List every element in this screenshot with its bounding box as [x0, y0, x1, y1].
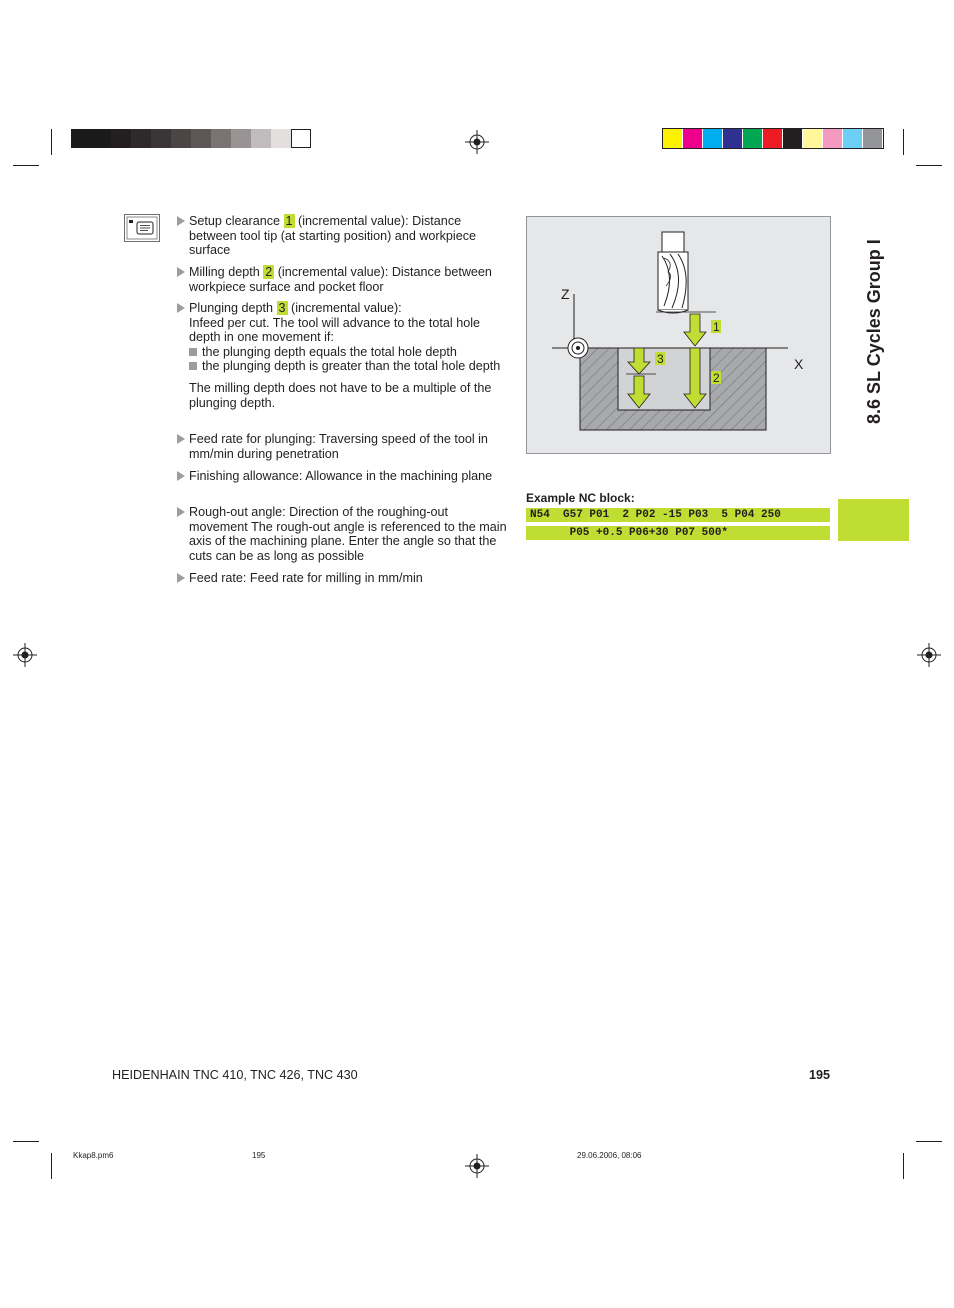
- slug-page: 195: [252, 1151, 266, 1160]
- param-milling-depth: Milling depth 2 (incremental value): Distance between workpiece surface and pocket floor: [177, 265, 509, 294]
- label-badge: 3: [278, 301, 286, 315]
- param-rough-out-angle: Rough-out angle: Direction of the roughing-out movement The rough-out angle is referenced to the main axis of the machining plane. Enter the angle so that the cuts can be as long as possible: [177, 505, 509, 563]
- triangle-bullet-icon: [177, 216, 185, 226]
- color-bar-frame: [662, 128, 884, 149]
- side-tab-accent: [838, 499, 909, 541]
- slug-date: 29.06.2006, 08:06: [577, 1151, 642, 1160]
- side-tab-title: 8.6 SL Cycles Group I: [864, 239, 884, 424]
- square-bullet-icon: [189, 362, 197, 370]
- gray-swatch: [171, 129, 191, 148]
- gray-swatch: [271, 129, 291, 148]
- param-feed-rate: Feed rate: Feed rate for milling in mm/min: [177, 571, 509, 586]
- figure-label-1: 1: [713, 320, 720, 334]
- param-setup-clearance: Setup clearance 1 (incremental value): Distance between tool tip (at starting position) and workpiece surface: [177, 214, 509, 258]
- nc-line-1: N54 G57 P01 2 P02 -15 P03 5 P04 250: [526, 508, 830, 522]
- registration-mark-icon: [13, 643, 37, 667]
- crop-mark: [903, 129, 904, 155]
- registration-mark-icon: [917, 643, 941, 667]
- crop-mark: [916, 165, 942, 166]
- label-badge: 1: [285, 214, 293, 228]
- nc-line-2: P05 +0.5 P06+30 P07 500*: [526, 526, 830, 540]
- crop-mark: [903, 1153, 904, 1179]
- triangle-bullet-icon: [177, 471, 185, 481]
- example-heading: Example NC block:: [526, 491, 635, 505]
- footer-title: HEIDENHAIN TNC 410, TNC 426, TNC 430: [112, 1068, 358, 1082]
- gray-swatch: [151, 129, 171, 148]
- param-finishing-allowance: Finishing allowance: Allowance in the machining plane: [177, 469, 509, 484]
- triangle-bullet-icon: [177, 507, 185, 517]
- figure-label-3: 3: [657, 352, 664, 366]
- crop-mark: [916, 1141, 942, 1142]
- gray-swatch: [91, 129, 111, 148]
- gray-swatch: [211, 129, 231, 148]
- triangle-bullet-icon: [177, 267, 185, 277]
- figure-label-2: 2: [713, 371, 720, 385]
- param-plunging-depth: Plunging depth 3 (incremental value): Infeed per cut. The tool will advance to the total hole depth in one movement if: the plunging depth equals the total hole depth the plunging depth is greater than the total hole depth The milling depth does not have to be a multiple of the plunging depth.: [177, 301, 509, 410]
- axis-z-label: Z: [561, 286, 570, 302]
- gray-swatch: [231, 129, 251, 148]
- gray-swatch: [111, 129, 131, 148]
- slug-file: Kkap8.pm6: [73, 1151, 114, 1160]
- crop-mark: [51, 129, 52, 155]
- square-bullet-icon: [189, 348, 197, 356]
- cycle-softkey-icon: [124, 214, 160, 242]
- registration-mark-icon: [465, 1154, 489, 1178]
- label-badge: 2: [265, 265, 273, 279]
- white-swatch: [291, 129, 311, 148]
- registration-mark-icon: [465, 130, 489, 154]
- triangle-bullet-icon: [177, 573, 185, 583]
- gray-swatch: [191, 129, 211, 148]
- pocket-diagram: [526, 216, 831, 454]
- param-feed-plunging: Feed rate for plunging: Traversing speed of the tool in mm/min during penetration: [177, 432, 509, 461]
- end-mill-tool: [658, 232, 688, 313]
- list-item: the plunging depth is greater than the total hole depth: [189, 359, 509, 374]
- list-item: the plunging depth equals the total hole depth: [189, 345, 509, 360]
- crop-mark: [13, 1141, 39, 1142]
- triangle-bullet-icon: [177, 434, 185, 444]
- axis-x-label: X: [794, 356, 804, 372]
- triangle-bullet-icon: [177, 303, 185, 313]
- crop-mark: [51, 1153, 52, 1179]
- gray-swatch: [131, 129, 151, 148]
- gray-swatch: [71, 129, 91, 148]
- gray-swatch: [251, 129, 271, 148]
- crop-mark: [13, 165, 39, 166]
- page-number: 195: [808, 1068, 830, 1082]
